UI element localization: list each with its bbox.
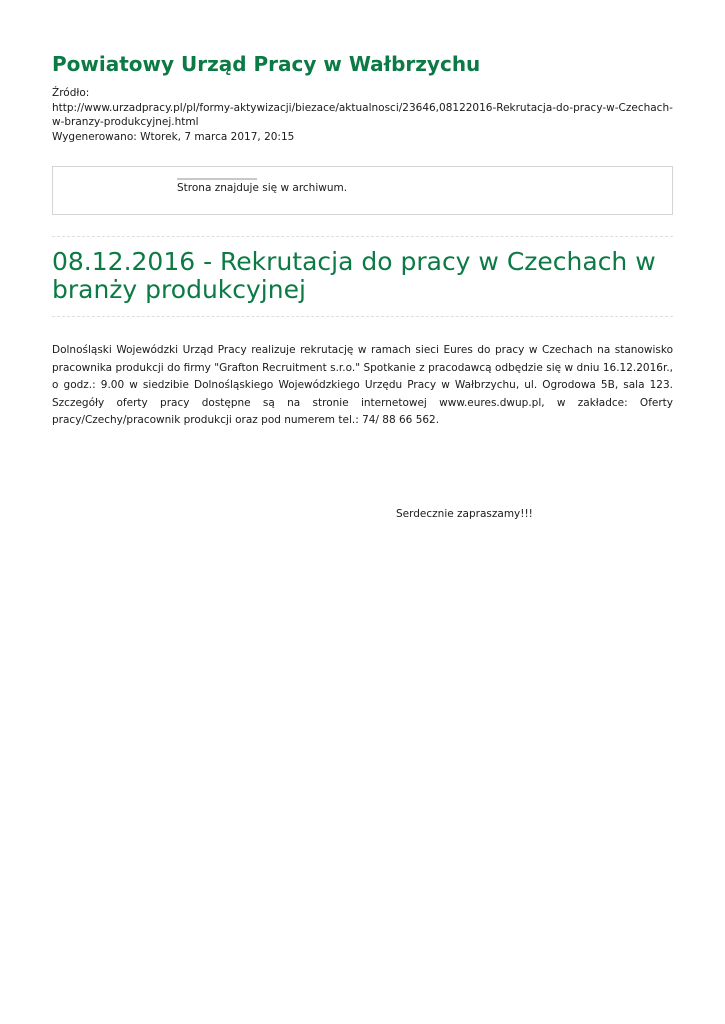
archive-notice-text: Strona znajduje się w archiwum. — [177, 182, 348, 194]
generated-timestamp: Wygenerowano: Wtorek, 7 marca 2017, 20:15 — [52, 130, 295, 143]
archive-notice-divider — [177, 178, 257, 180]
source-label: Źródło: — [52, 87, 90, 99]
archive-notice-box — [52, 166, 673, 215]
document-meta — [52, 86, 673, 144]
title-divider-bottom — [52, 316, 673, 317]
article-title: 08.12.2016 - Rekrutacja do pracy w Czechach w branży produkcyjnej — [52, 247, 656, 304]
source-url: http://www.urzadpracy.pl/pl/formy-aktywizacji/biezace/aktualnosci/23646,08122016-Rekrutacja-do-pracy-w-Czechach-w-branzy-produkcyjnej.html — [52, 101, 673, 128]
org-title: Powiatowy Urząd Pracy w Wałbrzychu — [52, 52, 481, 76]
title-divider-top — [52, 236, 673, 237]
article-closing: Serdecznie zapraszamy!!! — [396, 508, 533, 520]
article-body: Dolnośląski Wojewódzki Urząd Pracy realizuje rekrutację w ramach sieci Eures do pracy w Czechach na stanowisko pracownika produkcji do firmy "Grafton Recruitment s.r.o." Spotkanie z pracodawcą odbędzie się w dniu 16.12.2016r., o godz.: 9.00 w siedzibie Dolnośląskiego Wojewódzkiego Urzędu Pracy w Wałbrzychu, ul. Ogrodowa 5B, sala 123. Szczegóły oferty pracy dostępne są na stronie internetowej www.eures.dwup.pl, w zakładce: Oferty pracy/Czechy/pracownik produkcji oraz pod numerem tel.: 74/ 88 66 562. — [52, 344, 673, 427]
